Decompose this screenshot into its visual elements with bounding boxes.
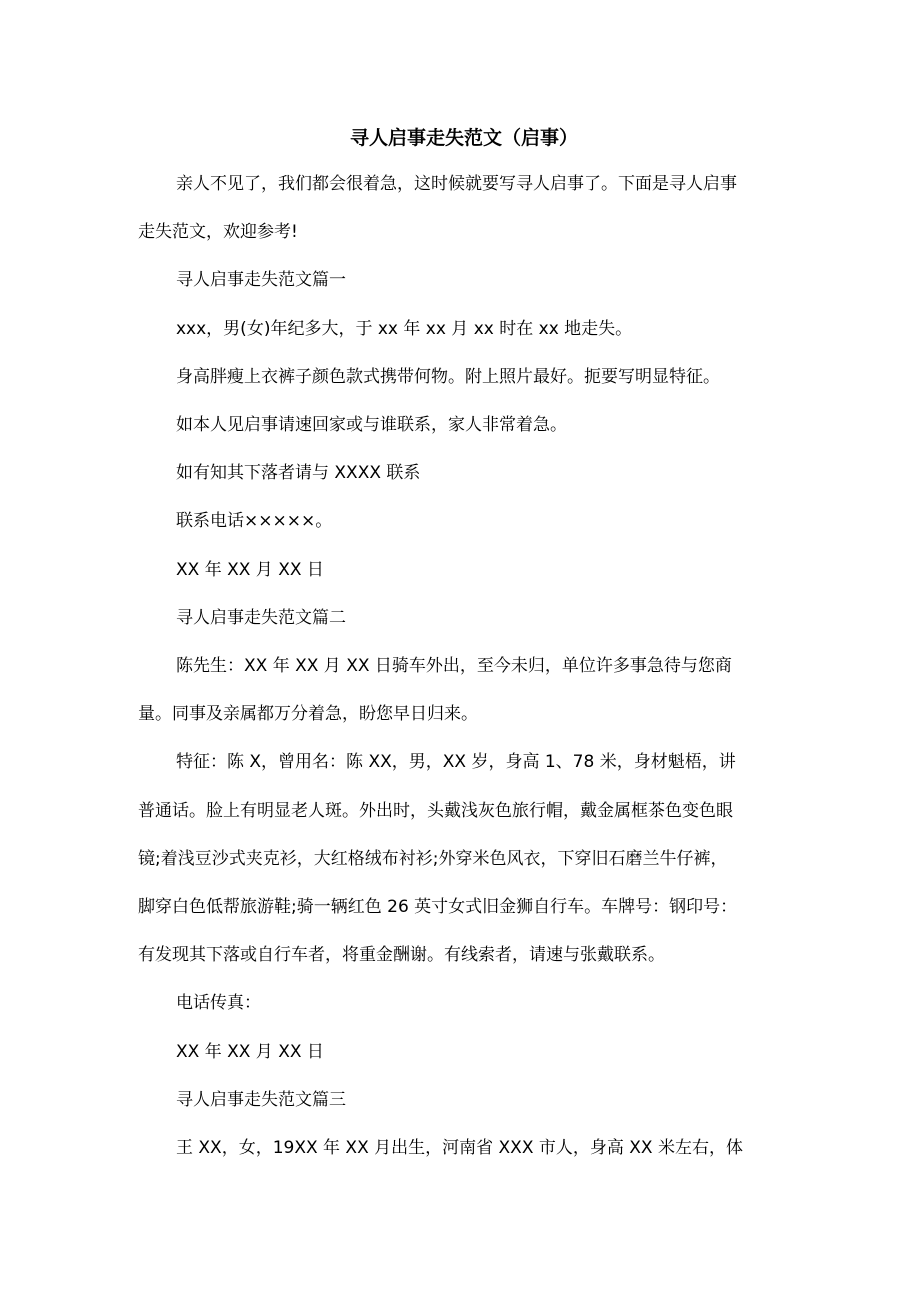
document-body (138, 160, 790, 1172)
body-text-line: 如本人见启事请速回家或与谁联系，家人非常着急。 (176, 415, 567, 436)
body-text-line: 寻人启事走失范文篇二 (176, 607, 346, 628)
body-text-line: 普通话。脸上有明显老人斑。外出时，头戴浅灰色旅行帽，戴金属框茶色变色眼 (138, 800, 733, 821)
body-text-line: 王 XX，女，19XX 年 XX 月出生，河南省 XXX 市人，身高 XX 米左右，体 (176, 1138, 743, 1159)
document-page (138, 116, 790, 1172)
body-text-line: 如有知其下落者请与 XXXX 联系 (176, 463, 421, 484)
body-text-line: 寻人启事走失范文篇三 (176, 1089, 346, 1110)
body-text-line: 脚穿白色低帮旅游鞋;骑一辆红色 26 英寸女式旧金狮自行车。车牌号：钢印号： (138, 897, 738, 918)
body-text-line: 走失范文，欢迎参考! (138, 222, 298, 243)
document-title: 寻人启事走失范文（启事） (349, 127, 578, 149)
body-text-line: 陈先生：XX 年 XX 月 XX 日骑车外出，至今未归，单位许多事急待与您商 (176, 656, 732, 677)
body-text-line: 联系电话×××××。 (176, 511, 333, 532)
body-text-line: 电话传真： (176, 993, 261, 1014)
body-text-line: 寻人启事走失范文篇一 (176, 270, 346, 291)
body-text-line: 镜;着浅豆沙式夹克衫，大红格绒布衬衫;外穿米色风衣，下穿旧石磨兰牛仔裤， (138, 848, 728, 869)
body-text-line: 量。同事及亲属都万分着急，盼您早日归来。 (138, 704, 478, 725)
body-text-line: 身高胖瘦上衣裤子颜色款式携带何物。附上照片最好。扼要写明显特征。 (176, 366, 720, 387)
body-text-line: 有发现其下落或自行车者，将重金酬谢。有线索者，请速与张戴联系。 (138, 945, 665, 966)
body-text-line: xxx，男(女)年纪多大，于 xx 年 xx 月 xx 时在 xx 地走失。 (176, 318, 633, 339)
body-text-line: 亲人不见了，我们都会很着急，这时候就要写寻人启事了。下面是寻人启事 (176, 174, 737, 194)
body-text-line: 特征：陈 X，曾用名：陈 XX，男，XX 岁，身高 1、78 米，身材魁梧，讲 (176, 752, 736, 773)
body-text-line: XX 年 XX 月 XX 日 (176, 1041, 324, 1062)
body-text-line: XX 年 XX 月 XX 日 (176, 559, 324, 580)
